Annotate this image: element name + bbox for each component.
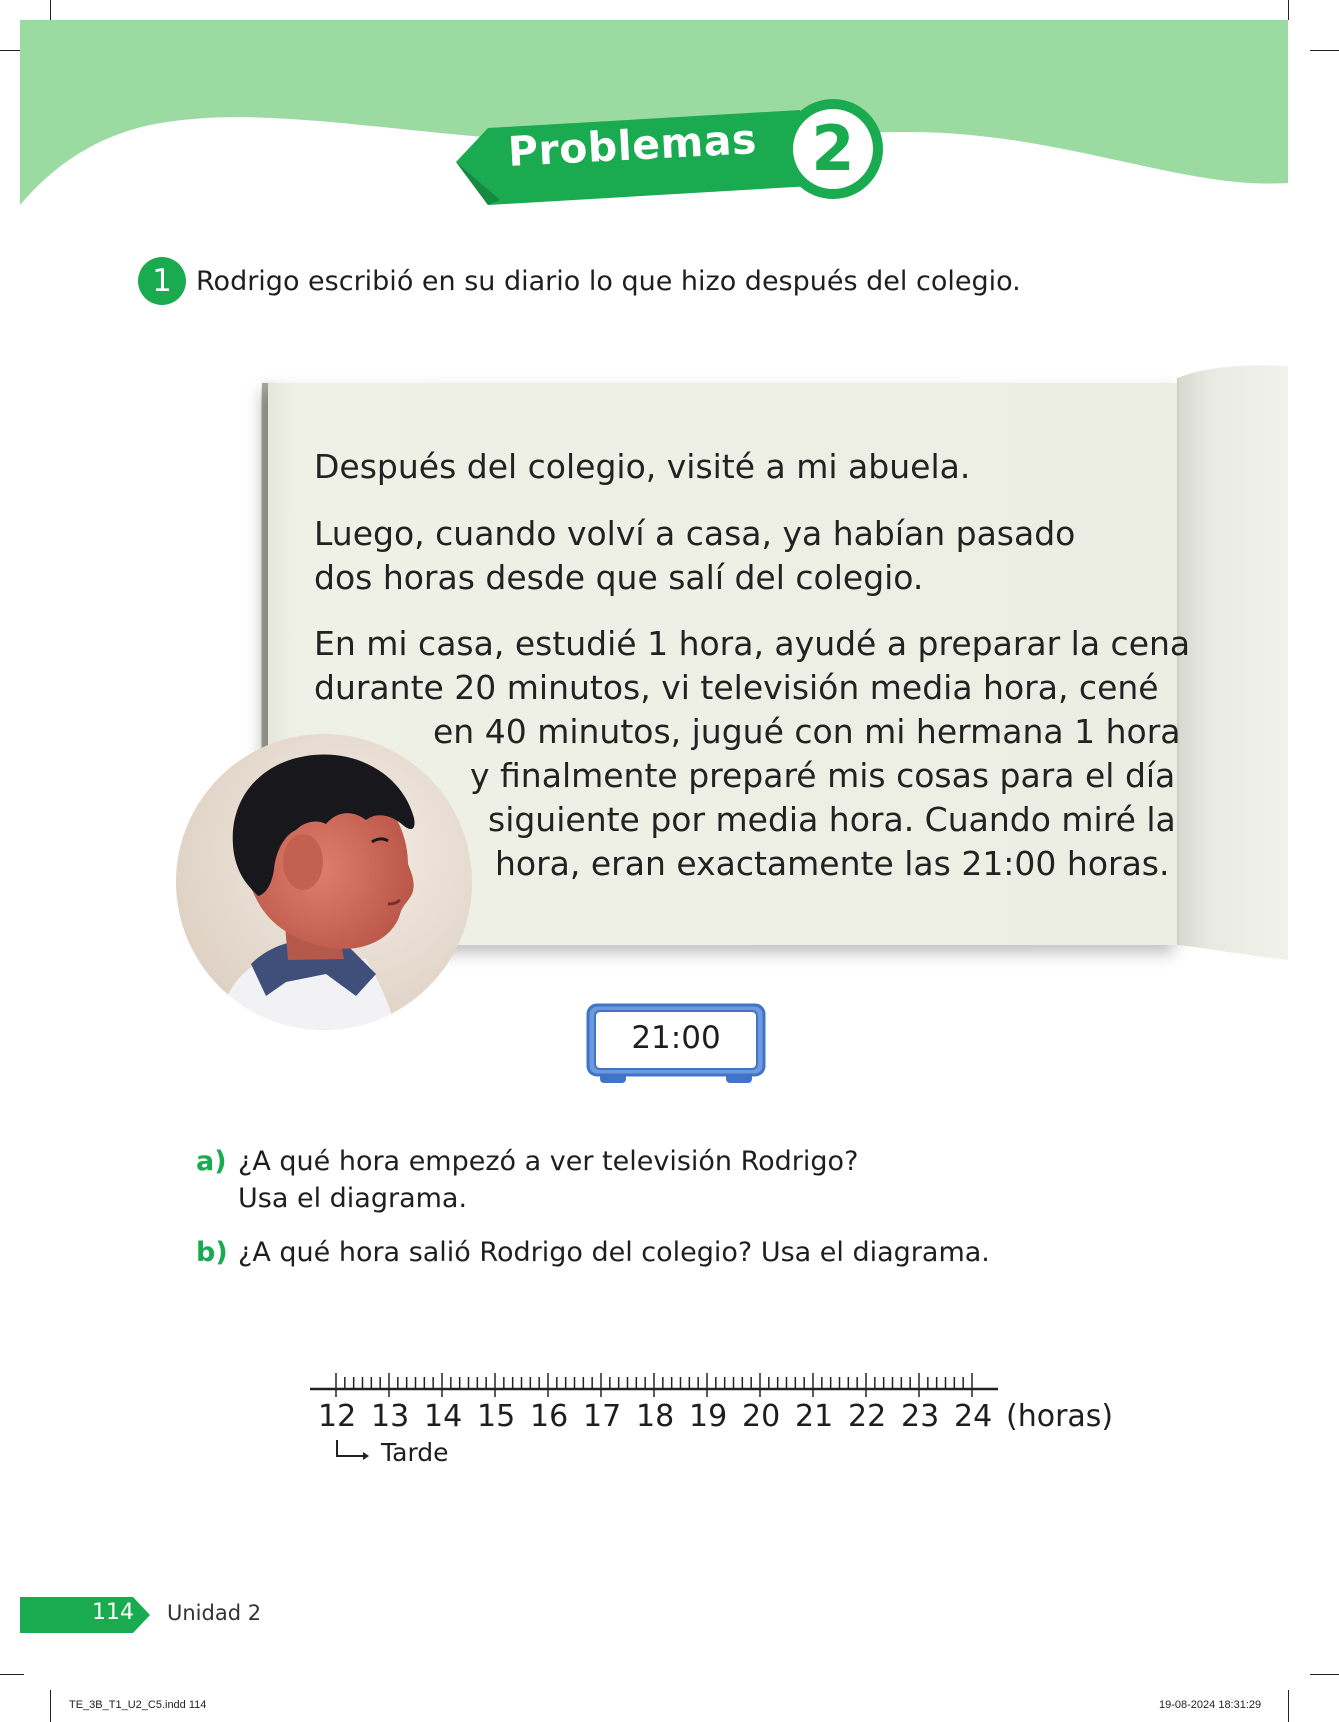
time-label: 24 <box>954 1399 993 1434</box>
diary-line-4: En mi casa, estudié 1 hora, ayudé a preparar la cena <box>314 624 1191 663</box>
section-number: 2 <box>811 112 855 185</box>
time-unit-label: (horas) <box>1006 1399 1114 1434</box>
unit-label: Unidad 2 <box>167 1601 262 1625</box>
diary-line-7: y finalmente preparé mis cosas para el día <box>470 756 1176 795</box>
question-b-letter: b) <box>196 1237 228 1268</box>
time-label: 23 <box>901 1399 940 1434</box>
question-a-line-2: Usa el diagrama. <box>238 1183 468 1214</box>
diary-line-5: durante 20 minutos, vi televisión media hora, cené <box>314 668 1159 707</box>
crop-mark <box>1288 1690 1289 1722</box>
diary-line-3: dos horas desde que salí del colegio. <box>314 558 924 597</box>
arrow-icon <box>333 1438 373 1468</box>
time-label: 15 <box>477 1399 516 1434</box>
question-a-line-1: ¿A qué hora empezó a ver televisión Rodrigo? <box>238 1146 859 1177</box>
diary-line-9: hora, eran exactamente las 21:00 horas. <box>495 844 1170 883</box>
afternoon-note: Tarde <box>381 1438 449 1467</box>
clock-display: 21:00 <box>631 1020 721 1056</box>
crop-mark <box>0 1674 24 1675</box>
time-label: 19 <box>689 1399 728 1434</box>
slug-file: TE_3B_T1_U2_C5.indd 114 <box>69 1699 207 1711</box>
time-label: 18 <box>636 1399 675 1434</box>
crop-mark <box>50 1690 51 1722</box>
slug-date: 19-08-2024 18:31:29 <box>1159 1699 1262 1711</box>
problem-number-badge: 1 <box>138 257 186 305</box>
crop-mark <box>1310 1674 1339 1675</box>
time-label: 20 <box>742 1399 781 1434</box>
time-label: 16 <box>530 1399 569 1434</box>
time-label: 22 <box>848 1399 887 1434</box>
question-a-letter: a) <box>196 1146 227 1177</box>
time-label: 14 <box>424 1399 463 1434</box>
diary-line-2: Luego, cuando volví a casa, ya habían pasado <box>314 514 1076 553</box>
time-label: 21 <box>795 1399 834 1434</box>
time-label: 13 <box>371 1399 410 1434</box>
diary-line-8: siguiente por media hora. Cuando miré la <box>488 800 1176 839</box>
section-title: Problemas <box>506 115 758 176</box>
time-label: 12 <box>318 1399 357 1434</box>
diary-line-6: en 40 minutos, jugué con mi hermana 1 hora <box>433 712 1181 751</box>
boy-avatar <box>176 734 472 1030</box>
page-number: 114 <box>92 1600 134 1625</box>
question-b-line-1: ¿A qué hora salió Rodrigo del colegio? Usa el diagrama. <box>238 1237 990 1268</box>
time-label: 17 <box>583 1399 622 1434</box>
problem-statement: Rodrigo escribió en su diario lo que hizo después del colegio. <box>196 266 1021 297</box>
diary-line-1: Después del colegio, visité a mi abuela. <box>314 447 971 486</box>
